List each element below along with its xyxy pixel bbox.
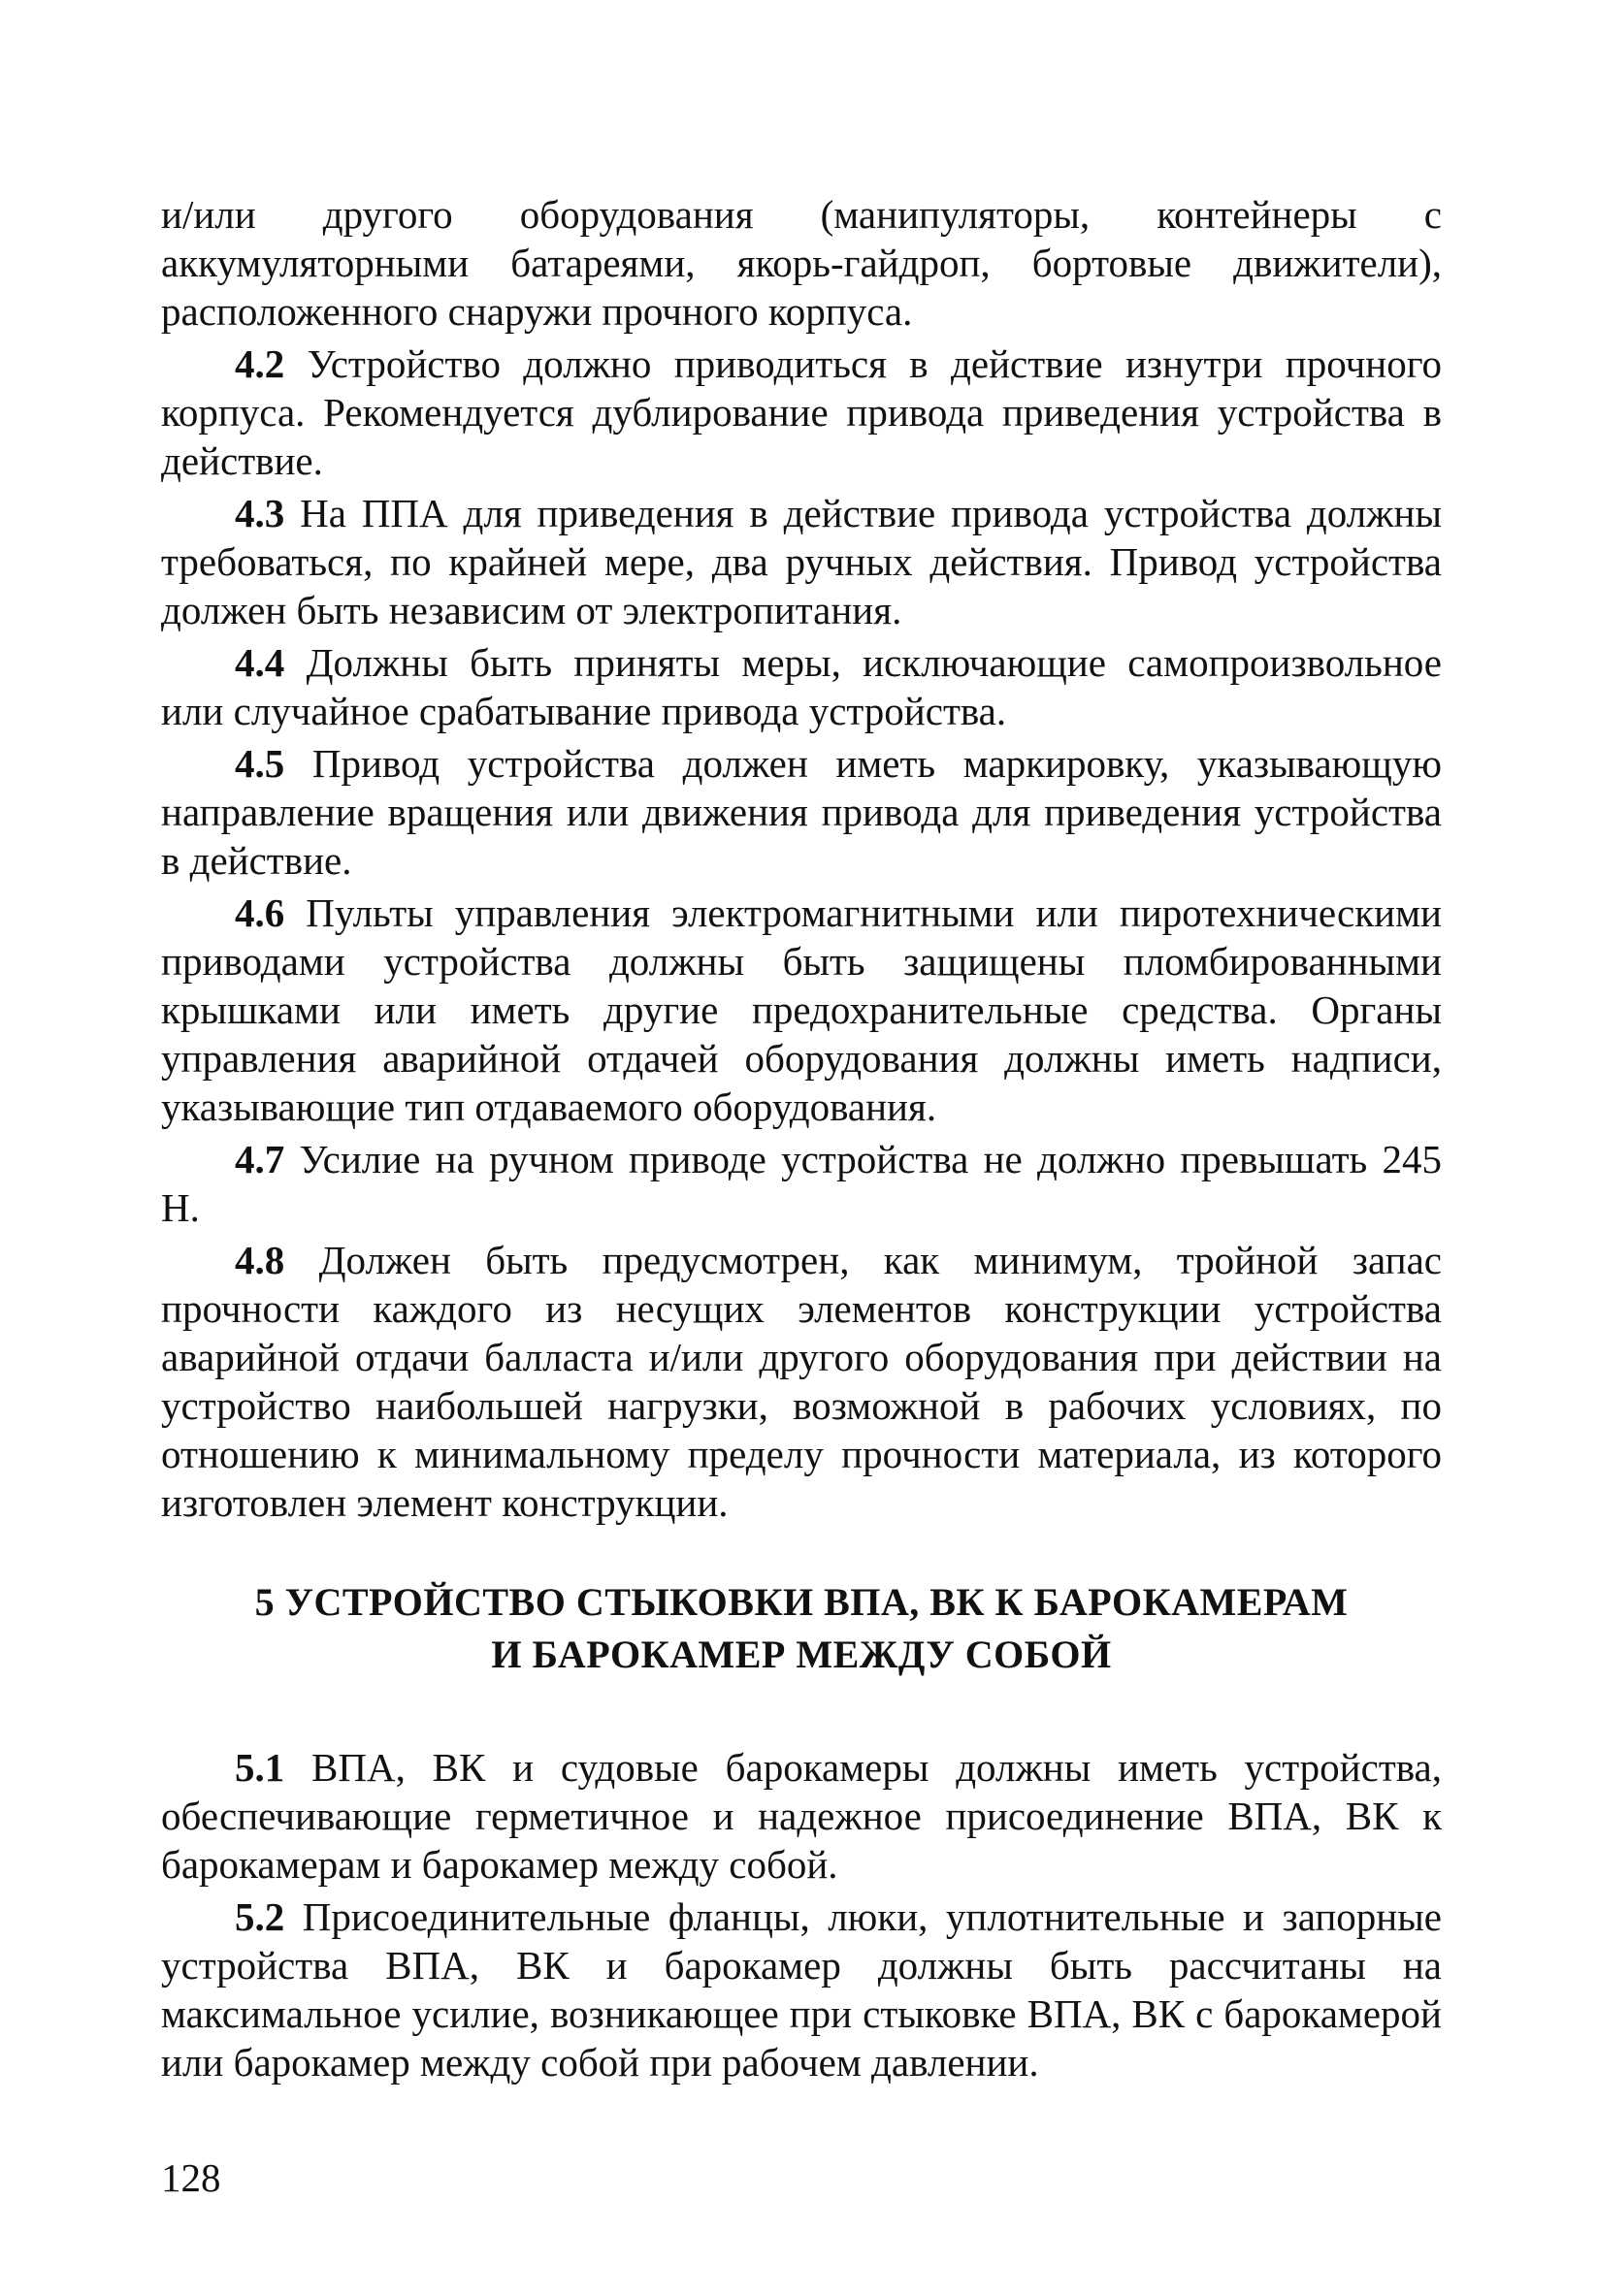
clause-text: Устройство должно приводиться в действие изнутри прочного корпуса. Рекомендуется дублирование привода приведения устройства в действие. [161,341,1442,483]
page-number: 128 [161,2155,221,2200]
clause-number: 5.1 [235,1745,285,1790]
section-4-text [161,190,1442,1527]
clause-5-2 [161,1892,1442,2086]
clause-number: 4.7 [235,1137,285,1181]
clause-number: 4.2 [235,341,285,386]
clause-number: 4.8 [235,1238,285,1282]
heading-line: 5 УСТРОЙСТВО СТЫКОВКИ ВПА, ВК К БАРОКАМЕРАМ [254,1580,1349,1624]
clause-text: Усилие на ручном приводе устройства не должно превышать 245 Н. [161,1137,1442,1230]
clause-4-6 [161,889,1442,1131]
clause-4-4 [161,638,1442,735]
clause-text: Пульты управления электромагнитными или пиротехническими приводами устройства должны быть защищены пломбированными крышками или иметь другие предохранительные средства. Органы управления аварийной отдачей оборудования должны иметь надписи, указывающие тип отдаваемого оборудования. [161,890,1442,1129]
clause-number: 5.2 [235,1894,285,1939]
section-5-text [161,1743,1442,2086]
clause-4-7 [161,1135,1442,1232]
heading-line: И БАРОКАМЕР МЕЖДУ СОБОЙ [491,1633,1112,1676]
clause-text: Должен быть предусмотрен, как минимум, тройной запас прочности каждого из несущих элементов конструкции устройства аварийной отдачи балласта и/или другого оборудования при действии на устройство наибольшей нагрузки, возможной в рабочих условиях, по отношению к минимальному пределу прочности материала, из которого изготовлен элемент конструкции. [161,1238,1442,1525]
section-5-heading [161,1576,1442,1681]
clause-4-5 [161,739,1442,885]
clause-text: На ППА для приведения в действие привода устройства должны требоваться, по крайней мере, два ручных действия. Привод устройства должен быть независим от электропитания. [161,491,1442,632]
clause-number: 4.3 [235,491,285,535]
clause-text: Присоединительные фланцы, люки, уплотнительные и запорные устройства ВПА, ВК и барокамер должны быть рассчитаны на максимальное усилие, возникающее при стыковке ВПА, ВК с барокамерой или барокамер между собой при рабочем давлении. [161,1894,1442,2085]
clause-4-2 [161,340,1442,485]
clause-text: Привод устройства должен иметь маркировку, указывающую направление вращения или движения привода для приведения устройства в действие. [161,741,1442,883]
clause-text: ВПА, ВК и судовые барокамеры должны иметь устройства, обеспечивающие герметичное и надежное присоединение ВПА, ВК к барокамерам и барокамер между собой. [161,1745,1442,1887]
clause-number: 4.6 [235,890,285,935]
clause-number: 4.4 [235,640,285,685]
clause-number: 4.5 [235,741,285,786]
clause-4-8 [161,1236,1442,1527]
clause-text: Должны быть приняты меры, исключающие самопроизвольное или случайное срабатывание привода устройства. [161,640,1442,733]
clause-5-1 [161,1743,1442,1889]
clause-4-3 [161,489,1442,634]
continued-paragraph: и/или другого оборудования (манипуляторы, контейнеры с аккумуляторными батареями, якорь-гайдроп, бортовые движители), расположенного снаружи прочного корпуса. [161,192,1442,334]
